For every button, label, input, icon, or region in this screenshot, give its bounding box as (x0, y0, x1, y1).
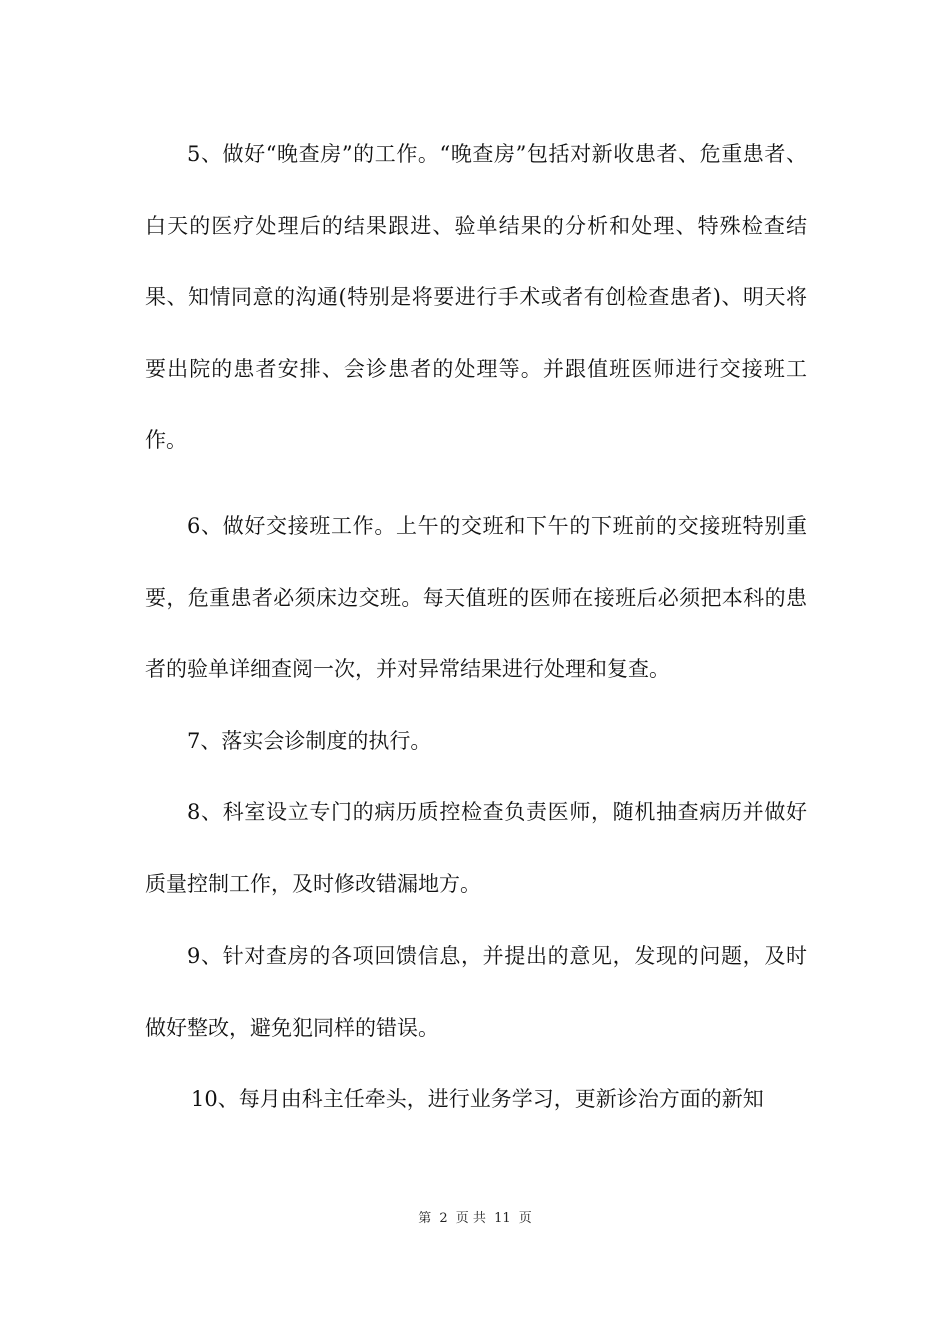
footer-current-page: 2 (439, 1211, 448, 1226)
footer-middle: 页 共 (455, 1211, 486, 1226)
paragraph-6: 6、做好交接班工作。上午的交班和下午的下班前的交接班特别重要，危重患者必须床边交班。每天值班的医师在接班后必须把本科的患者的验单详细查阅一次，并对异常结果进行处理和复查。 (145, 514, 807, 681)
paragraph-5: 5、做好“晚查房”的工作。“晚查房”包括对新收患者、危重患者、白天的医疗处理后的结果跟进、验单结果的分析和处理、特殊检查结果、知情同意的沟通(特别是将要进行手术或者有创检查患者)、明天将要出院的患者安排、会诊患者的处理等。并跟值班医师进行交接班工作。 (145, 142, 807, 452)
paragraph-7: 7、落实会诊制度的执行。 (187, 729, 432, 753)
footer-total-pages: 11 (494, 1211, 511, 1226)
page-footer (0, 1207, 950, 1226)
paragraph-9: 9、针对查房的各项回馈信息，并提出的意见，发现的问题，及时做好整改，避免犯同样的错误。 (145, 944, 807, 1040)
paragraph-10: 10、每月由科主任牵头，进行业务学习，更新诊治方面的新知 (191, 1087, 764, 1111)
paragraph-8: 8、科室设立专门的病历质控检查负责医师，随机抽查病历并做好质量控制工作，及时修改错漏地方。 (145, 800, 807, 896)
footer-suffix: 页 (518, 1211, 532, 1226)
footer-prefix: 第 (418, 1211, 432, 1226)
